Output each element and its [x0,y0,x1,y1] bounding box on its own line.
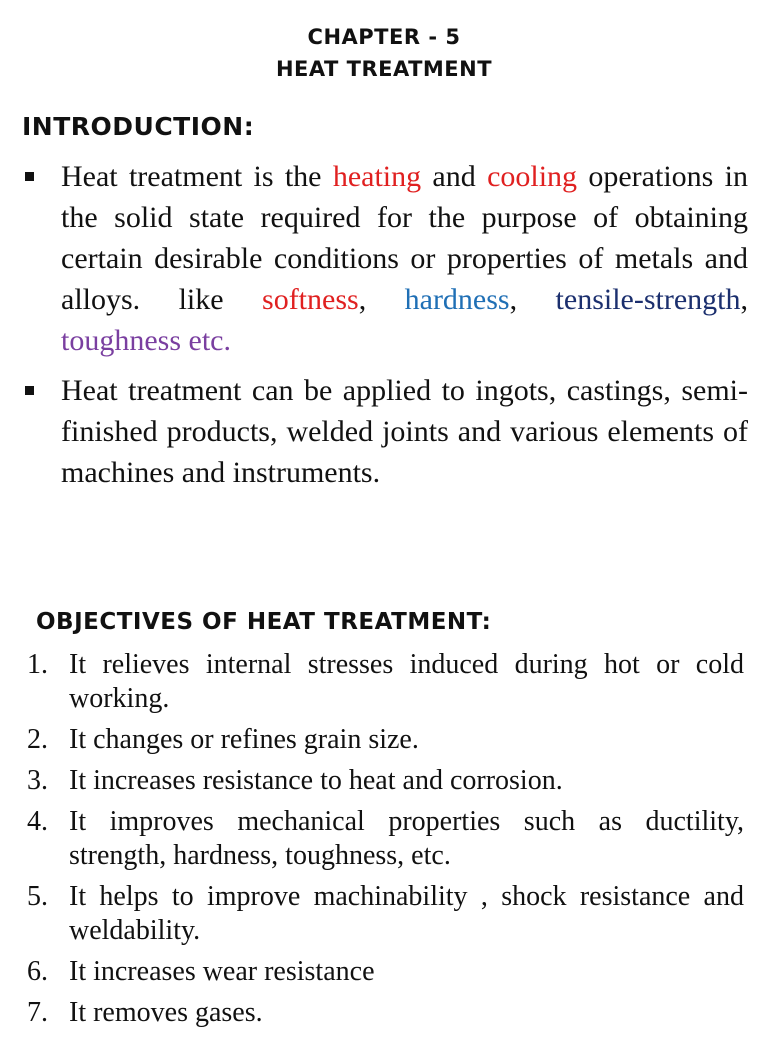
bullet-text-segment: operations in the solid state required for the purpose of obtaining certain desirable conditions or properties of metals and alloys. like [61,160,748,316]
square-bullet-icon [25,386,34,395]
objective-item [22,648,744,716]
bullet-text-segment: cooling [487,160,578,193]
bullet-text-segment: toughness etc. [61,324,231,357]
objective-number: 2. [27,724,48,755]
objective-number: 6. [27,956,48,987]
objective-text: It improves mechanical properties such as ductility, strength, hardness, toughness, etc. [69,806,744,871]
chapter-header [0,22,768,84]
bullet-text-segment: hardness [404,283,510,316]
objective-text: It increases resistance to heat and corrosion. [69,765,563,796]
bullet-text-segment: , [358,283,405,316]
square-bullet-icon [25,172,34,181]
objectives-heading: OBJECTIVES OF HEAT TREATMENT: [36,609,492,635]
objective-item [22,723,744,757]
bullet-text-segment: and [421,160,488,193]
objective-item [22,764,744,798]
objective-number: 3. [27,765,48,796]
objective-number: 4. [27,806,48,837]
objective-item [22,880,744,948]
objective-item [22,955,744,989]
objective-text: It changes or refines grain size. [69,724,419,755]
objective-item [22,996,744,1030]
introduction-heading: INTRODUCTION: [22,112,255,141]
objective-text: It increases wear resistance [69,956,375,987]
introduction-bullet [22,370,748,493]
bullet-text-segment: heating [332,160,422,193]
objective-number: 7. [27,997,48,1028]
bullet-text-segment: Heat treatment can be applied to ingots, castings, semi-finished products, welded joints and various elements of machines and instruments. [61,374,748,489]
objective-number: 5. [27,881,48,912]
objective-item [22,805,744,873]
chapter-number: CHAPTER - 5 [307,25,461,49]
introduction-bullet [22,156,748,361]
objective-text: It relieves internal stresses induced during hot or cold working. [69,649,744,714]
objective-number: 1. [27,649,48,680]
introduction-bullet-list [22,156,748,502]
bullet-text-segment: softness [262,283,359,316]
chapter-title: HEAT TREATMENT [275,57,493,81]
objective-text: It helps to improve machinability , shock resistance and weldability. [69,881,744,946]
bullet-text-segment: Heat treatment is the [61,160,333,193]
objective-text: It removes gases. [69,997,263,1028]
bullet-text-segment: , [740,283,748,316]
objectives-numbered-list [22,648,744,1037]
bullet-text-segment: tensile-strength [555,283,741,316]
bullet-text-segment: , [509,283,556,316]
